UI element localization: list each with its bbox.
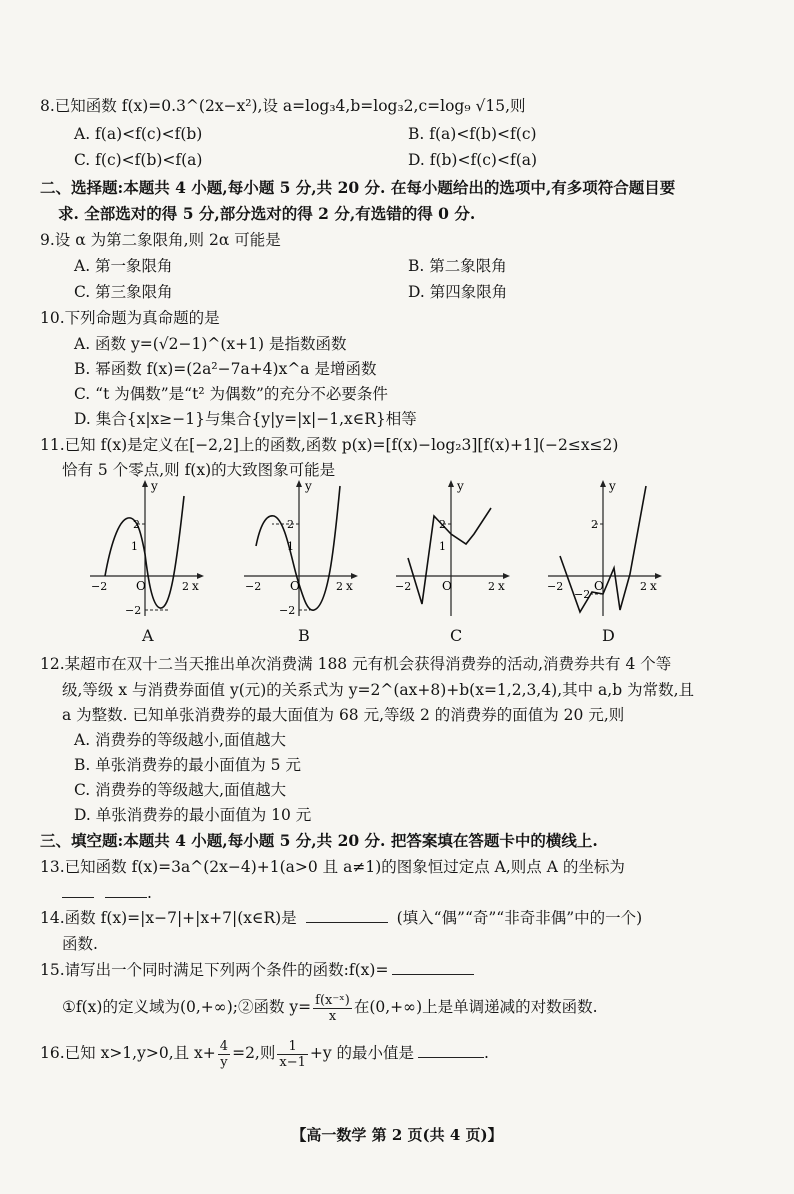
q13-answer-blank-2[interactable] [105,883,147,898]
graph-d-x-label: x [650,579,657,593]
graph-d-tick-2: 2 [640,580,647,593]
q9-stem: 9.设 α 为第二象限角,则 2α 可能是 [40,231,281,249]
q15-pre: 15.请写出一个同时满足下列两个条件的函数:f(x)= [40,961,389,979]
graph-c-x-label: x [498,579,505,593]
q10-option-d: D. 集合{x|x≥−1}与集合{y|y=|x|−1,x∈R}相等 [74,410,417,428]
graph-c-tick-1: 1 [439,540,446,553]
graph-d [546,478,666,622]
q14-line1 [40,908,642,928]
q9-option-b: B. 第二象限角 [408,257,507,275]
graph-a-tick-neg2: −2 [91,580,108,593]
q16-fraction-1 [218,1039,230,1070]
q15-answer-blank[interactable] [392,960,474,975]
q15-cond-pre: ①f(x)的定义域为(0,+∞);②函数 y= [62,998,312,1016]
q8-option-d: D. f(b)<f(c)<f(a) [408,151,538,169]
q10-option-b: B. 幂函数 f(x)=(2a²−7a+4)x^a 是增函数 [74,360,377,378]
q16-f2-num: 1 [277,1039,308,1055]
q16-answer-blank[interactable] [418,1043,484,1058]
q8-option-c: C. f(c)<f(b)<f(a) [74,151,203,169]
graph-b-origin: O [290,579,300,593]
q16-mid: =2,则 [232,1044,276,1062]
q15-conditions [62,990,598,1024]
svg-text:2: 2 [287,518,294,531]
q10-option-a: A. 函数 y=(√2−1)^(x+1) 是指数函数 [74,335,347,353]
graph-a-tick-1: 1 [131,540,138,553]
graph-c-label: C [450,626,463,645]
q15-fraction [313,993,352,1024]
q16-post: +y 的最小值是 [309,1044,415,1062]
svg-text:−2: −2 [125,604,142,617]
graph-b-tick-2: 2 [336,580,343,593]
section-2-line2: 求. 全部选对的得 5 分,部分选对的得 2 分,有选错的得 0 分. [58,204,476,223]
svg-text:2: 2 [439,518,446,531]
q12-option-a: A. 消费券的等级越小,面值越大 [74,731,286,749]
q13-answer-line [62,883,152,903]
q14-post: (填入“偶”“奇”“非奇非偶”中的一个) [396,909,643,927]
q16-end: . [484,1044,489,1062]
q9-option-a: A. 第一象限角 [74,257,173,275]
graph-b [242,478,362,622]
q9-option-c: C. 第三象限角 [74,283,173,301]
q15-frac-den: x [328,1008,337,1024]
q8-stem: 8.已知函数 f(x)=0.3^(2x−x²),设 a=log₃4,b=log₃2,c=log₉ √15,则 [40,97,526,115]
q16-f1-num: 4 [219,1038,229,1054]
graph-b-tick-neg2: −2 [245,580,262,593]
q13-end: . [146,884,152,902]
section-2-line1: 二、选择题:本题共 4 小题,每小题 5 分,共 20 分. 在每小题给出的选项中,有多项符合题目要 [40,178,676,197]
q12-line1: 12.某超市在双十二当天推出单次消费满 188 元有机会获得消费券的活动,消费券共有 4 个等 [40,655,672,673]
graph-a-y-label: y [151,479,158,493]
q11-line1: 11.已知 f(x)是定义在[−2,2]上的函数,函数 p(x)=[f(x)−log₂3][f(x)+1](−2≤x≤2) [40,436,619,454]
q12-line2: 级,等级 x 与消费券面值 y(元)的关系式为 y=2^(ax+8)+b(x=1,2,3,4),其中 a,b 为常数,且 [62,681,695,699]
graph-d-label: D [602,626,615,645]
q15-frac-num: f(x⁻ˣ) [315,992,350,1008]
q15-line1 [40,960,474,980]
q14-pre: 14.函数 f(x)=|x−7|+|x+7|(x∈R)是 [40,909,297,927]
page-footer: 【高一数学 第 2 页(共 4 页)】 [291,1126,503,1144]
svg-text:−2: −2 [279,604,296,617]
svg-text:2: 2 [591,518,598,531]
q16-line [40,1036,489,1070]
q16-fraction-2 [277,1039,308,1070]
graph-a-x-label: x [192,579,199,593]
q16-f1-den: y [220,1054,228,1070]
q12-option-b: B. 单张消费券的最小面值为 5 元 [74,756,301,774]
q13-answer-blank-1[interactable] [62,883,94,898]
q11-line2: 恰有 5 个零点,则 f(x)的大致图象可能是 [62,461,336,479]
q10-stem: 10.下列命题为真命题的是 [40,309,220,327]
graph-a-label: A [142,626,154,645]
q16-f2-den: x−1 [279,1054,306,1070]
q15-cond-post: 在(0,+∞)上是单调递减的对数函数. [353,998,598,1016]
graph-b-y-label: y [305,479,312,493]
q10-option-c: C. “t 为偶数”是“t² 为偶数”的充分不必要条件 [74,385,388,403]
q9-option-d: D. 第四象限角 [408,283,508,301]
graph-a [88,478,208,622]
graph-a-tick-2: 2 [182,580,189,593]
q13-line1: 13.已知函数 f(x)=3a^(2x−4)+1(a>0 且 a≠1)的图象恒过定点 A,则点 A 的坐标为 [40,858,625,876]
q8-option-a: A. f(a)<f(c)<f(b) [74,125,203,143]
graph-c-tick-neg2: −2 [395,580,412,593]
graph-a-origin: O [136,579,146,593]
q14-line2: 函数. [62,935,98,953]
graph-d-tick-neg2: −2 [547,580,564,593]
graph-d-origin: O [594,579,604,593]
q12-option-d: D. 单张消费券的最小面值为 10 元 [74,806,312,824]
graph-b-label: B [298,626,310,645]
q12-line3: a 为整数. 已知单张消费券的最大面值为 68 元,等级 2 的消费券的面值为 20 元,则 [62,706,625,724]
q8-option-b: B. f(a)<f(b)<f(c) [408,125,537,143]
graph-c [394,478,514,622]
q16-pre: 16.已知 x>1,y>0,且 x+ [40,1044,216,1062]
graph-b-x-label: x [346,579,353,593]
graph-c-y-label: y [457,479,464,493]
svg-text:−2: −2 [574,588,591,601]
graph-c-tick-2: 2 [488,580,495,593]
graph-d-y-label: y [609,479,616,493]
graph-b-tick-1: 1 [287,540,294,553]
graph-c-origin: O [442,579,452,593]
q14-answer-blank[interactable] [306,908,388,923]
svg-text:2: 2 [133,518,140,531]
section-3-heading: 三、填空题:本题共 4 小题,每小题 5 分,共 20 分. 把答案填在答题卡中的横线上. [40,831,598,850]
q12-option-c: C. 消费券的等级越大,面值越大 [74,781,287,799]
